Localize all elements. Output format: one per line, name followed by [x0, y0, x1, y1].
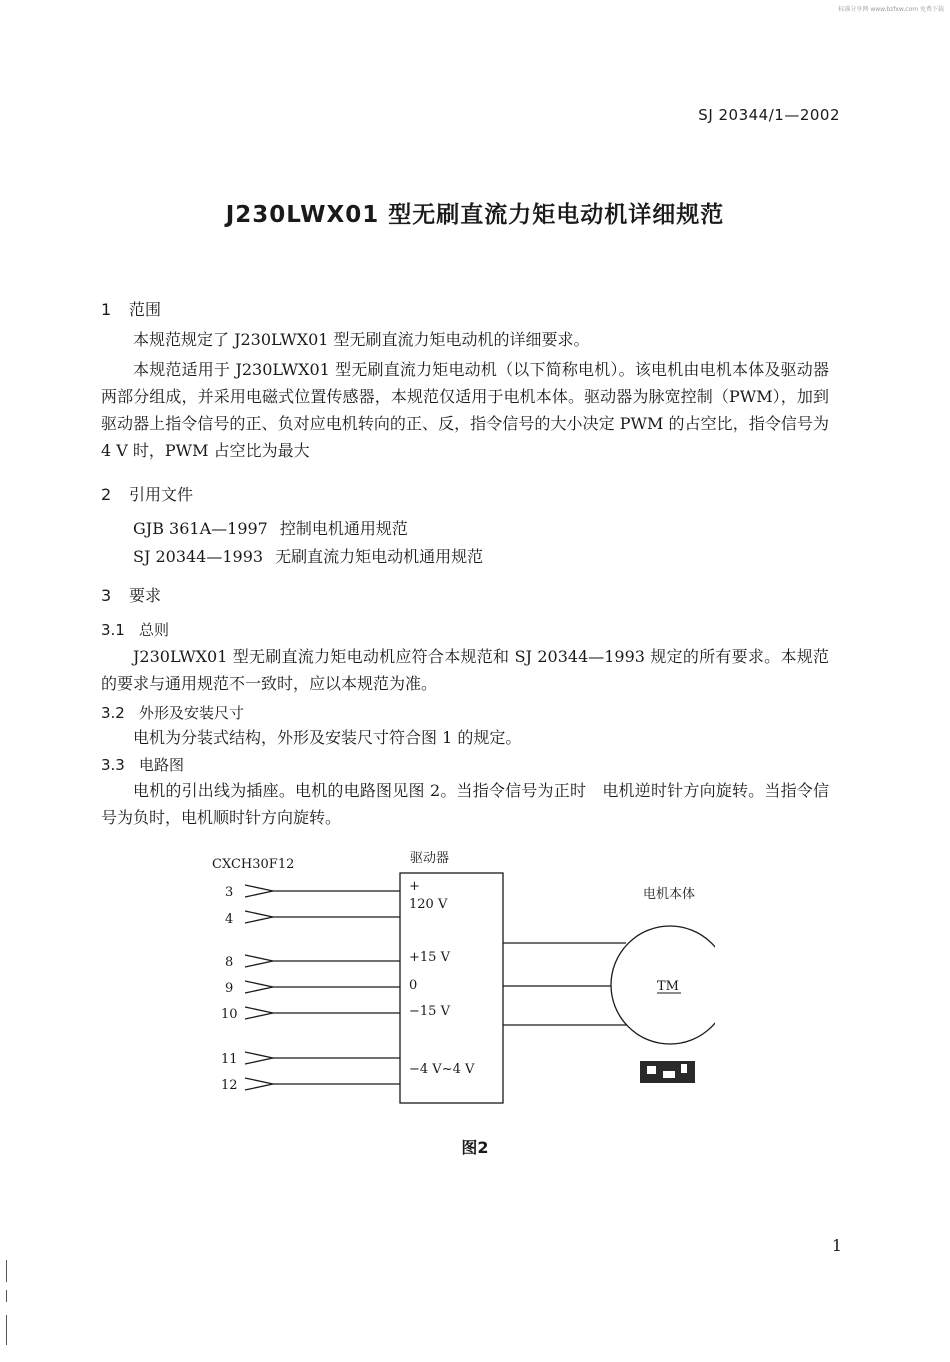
section-title: 范围: [129, 300, 162, 319]
pin-number: 3: [225, 885, 234, 900]
scan-edge-mark: [6, 1290, 7, 1302]
input-wires: [245, 885, 400, 1090]
pin-connector-symbol: [245, 955, 273, 967]
voltage-15p-label: +15 V: [409, 950, 450, 965]
section-3-3-heading: [101, 754, 184, 775]
output-wires: [503, 943, 626, 1025]
plus-label: +: [409, 879, 420, 894]
pin-number: 11: [221, 1052, 238, 1067]
pin-connector-symbol: [245, 1078, 273, 1090]
section-3-heading: [101, 583, 161, 606]
reference-item: [133, 544, 483, 567]
reference-item: [133, 516, 408, 539]
reference-code: GJB 361A—1997: [133, 519, 268, 538]
section-1-paragraph-1: 本规范规定了 J230LWX01 型无刷直流力矩电动机的详细要求。: [133, 330, 590, 349]
section-3-1-heading: [101, 619, 169, 640]
scan-edge-mark: [6, 1260, 7, 1282]
document-title: J230LWX01 型无刷直流力矩电动机详细规范: [225, 202, 725, 228]
pin-connector-symbol: [245, 1052, 273, 1064]
motor-label: TM: [657, 979, 679, 994]
section-number: 1: [101, 300, 112, 319]
section-3-1-paragraph: J230LWX01 型无刷直流力矩电动机应符合本规范和 SJ 20344—1993 规定的所有要求。本规范的要求与通用规范不一致时，应以本规范为准。: [101, 647, 829, 693]
section-3-3-paragraph: 电机的引出线为插座。电机的电路图见图 2。当指令信号为正时 电机逆时针方向旋转。当指令信号为负时，电机顺时针方向旋转。: [101, 781, 829, 827]
section-number: 3.2: [101, 704, 125, 722]
pin-connector-symbol: [245, 1007, 273, 1019]
pin-connector-symbol: [245, 911, 273, 923]
section-title: 总则: [139, 621, 170, 639]
figure-caption: 图2: [461, 1138, 489, 1157]
section-1-heading: [101, 297, 161, 320]
reference-code: SJ 20344—1993: [133, 547, 264, 566]
pin-number: 9: [225, 981, 234, 996]
circuit-diagram: [195, 845, 715, 1105]
voltage-range-label: −4 V~4 V: [409, 1062, 475, 1077]
reference-title: 控制电机通用规范: [279, 519, 408, 538]
sensor-symbol: [640, 1061, 695, 1083]
pin-connector-symbol: [245, 981, 273, 993]
watermark: 标准分享网 www.bzfxw.com 免费下载: [838, 6, 944, 13]
section-number: 3.1: [101, 621, 125, 639]
page-number: 1: [831, 1236, 842, 1255]
reference-title: 无刷直流力矩电动机通用规范: [275, 547, 484, 566]
section-title: 引用文件: [129, 485, 194, 504]
pin-number: 4: [225, 912, 234, 927]
section-2-heading: [101, 482, 193, 505]
motor-body-label: 电机本体: [643, 887, 696, 902]
section-title: 外形及安装尺寸: [139, 704, 245, 722]
voltage-120-label: 120 V: [409, 897, 448, 912]
standard-number: SJ 20344/1—2002: [698, 106, 840, 124]
section-1-paragraph-2: 本规范适用于 J230LWX01 型无刷直流力矩电动机（以下简称电机）。该电机由电机本体及驱动器两部分组成，并采用电磁式位置传感器，本规范仅适用于电机本体。驱动器为脉宽控制（PWM），加到驱动器上指令信号的正、负对应电机转向的正、反，指令信号的大小决定 PWM 的占空比，指令信号为 4 V 时，PWM 占空比为最大: [101, 360, 829, 460]
section-title: 电路图: [139, 756, 185, 774]
section-number: 3: [101, 586, 112, 605]
section-3-2-heading: [101, 702, 244, 723]
connector-label: CXCH30F12: [212, 857, 295, 872]
section-number: 2: [101, 485, 112, 504]
scan-edge-mark: [6, 1315, 7, 1345]
driver-label: 驱动器: [410, 851, 450, 866]
pin-number: 10: [221, 1007, 238, 1022]
section-number: 3.3: [101, 756, 125, 774]
pin-number: 8: [225, 955, 234, 970]
pin-connector-symbol: [245, 885, 273, 897]
section-title: 要求: [129, 586, 162, 605]
pin-number: 12: [221, 1078, 238, 1093]
section-3-2-paragraph: 电机为分装式结构，外形及安装尺寸符合图 1 的规定。: [133, 728, 522, 747]
voltage-15n-label: −15 V: [409, 1004, 450, 1019]
zero-label: 0: [409, 978, 418, 993]
